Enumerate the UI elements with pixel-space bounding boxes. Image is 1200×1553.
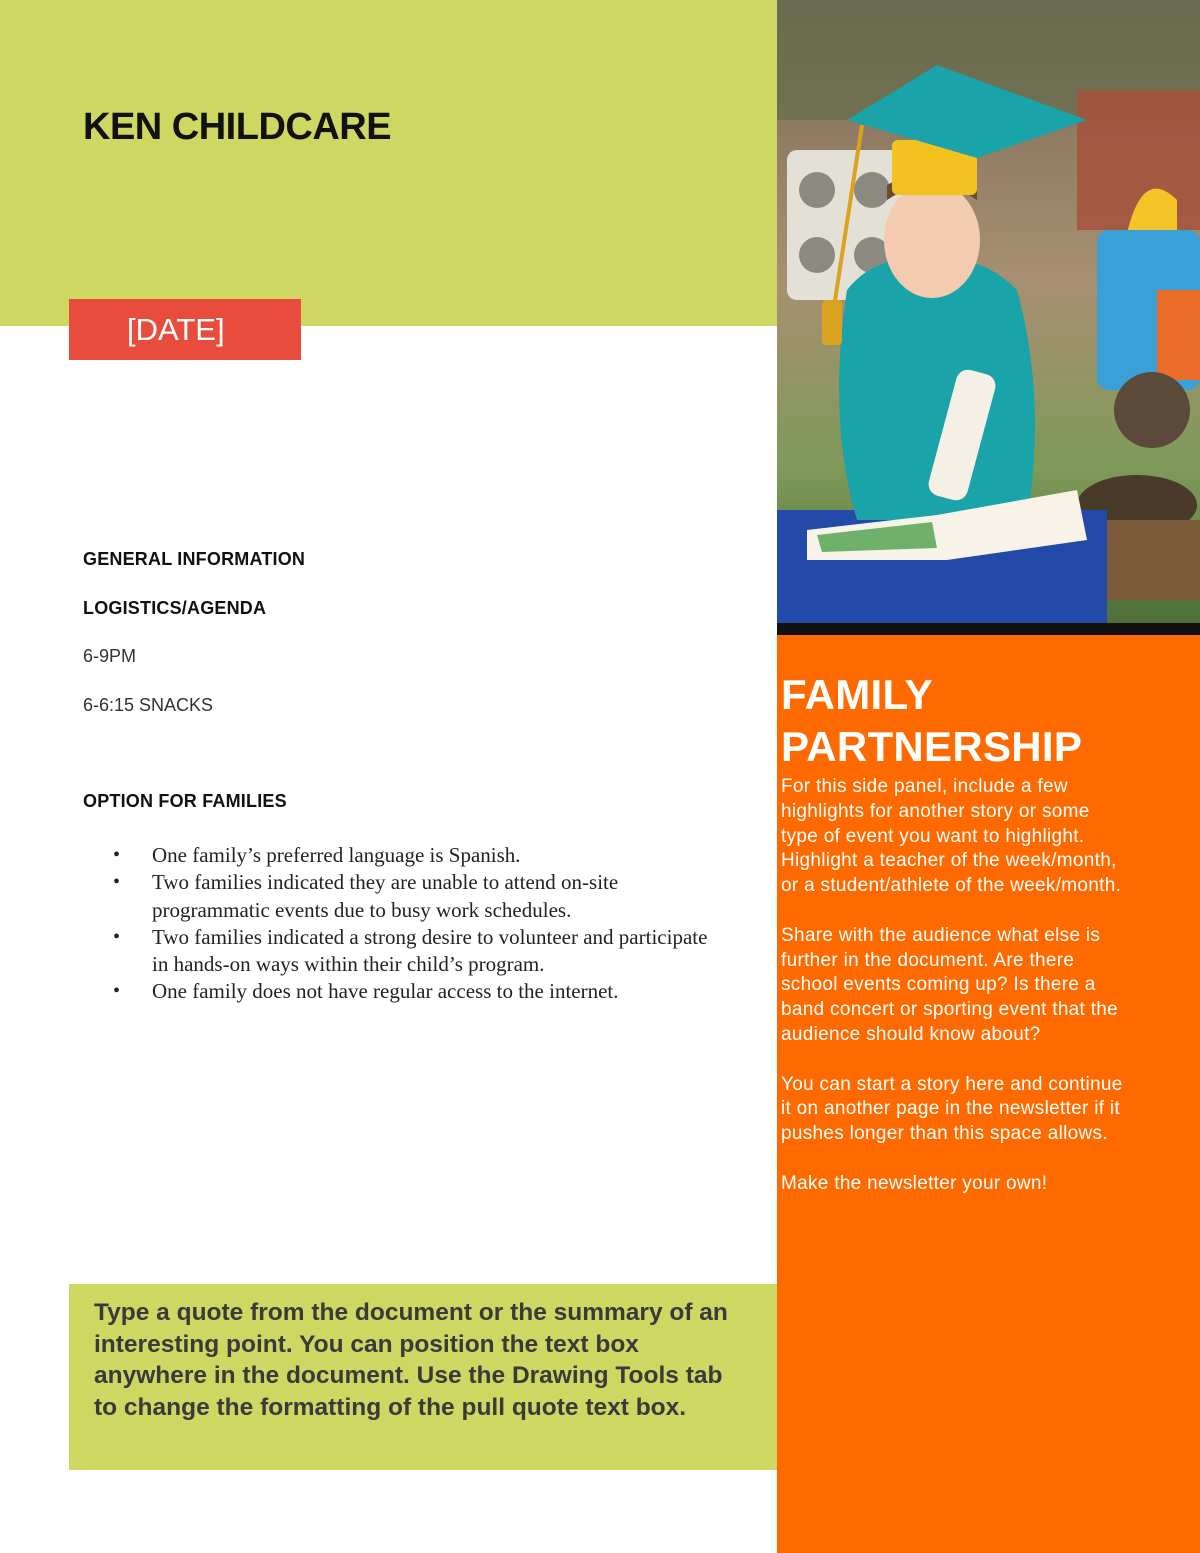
page-title: KEN CHILDCARE [83,106,392,148]
side-panel [777,635,1200,1553]
options-list [113,842,713,1006]
header-band [0,0,777,326]
logistics-heading: LOGISTICS/AGENDA [83,598,267,618]
side-paragraph: You can start a story here and continue it on another page in the newsletter if it pushes longer than this space allows. [781,1073,1123,1145]
date-box: [DATE] [69,299,301,360]
options-heading: OPTION FOR FAMILIES [83,791,287,811]
time-text: 6-9PM [83,646,137,666]
side-paragraph: Make the newsletter your own! [781,1172,1048,1194]
side-panel-body [781,775,1126,1221]
graduate-child-photo [777,0,1200,623]
pull-quote-box [69,1284,777,1470]
list-item: • One family’s preferred language is Spanish. [113,842,713,869]
general-information-heading: GENERAL INFORMATION [83,549,306,569]
side-panel-title: FAMILY PARTNERSHIP [781,671,1083,770]
photo-border [777,623,1200,635]
snacks-text: 6-6:15 SNACKS [83,695,214,715]
pull-quote-text: Type a quote from the document or the summary of an interesting point. You can position the text box anywhere in the document. Use the Drawing Tools tab to change the formatting of the pull quote text box. [94,1299,728,1421]
side-paragraph: For this side panel, include a few highlights for another story or some type of event you want to highlight. Highlight a teacher of the week/month, or a student/athlete of the week/month. [781,776,1122,897]
list-item: • Two families indicated a strong desire to volunteer and participate in hands-on ways within their child’s program. [113,924,713,979]
side-paragraph: Share with the audience what else is further in the document. Are there school events coming up? Is there a band concert or sporting event that the audience should know about? [781,924,1119,1045]
list-item: • Two families indicated they are unable to attend on-site programmatic events due to busy work schedules. [113,869,713,924]
list-item: • One family does not have regular access to the internet. [113,978,713,1005]
